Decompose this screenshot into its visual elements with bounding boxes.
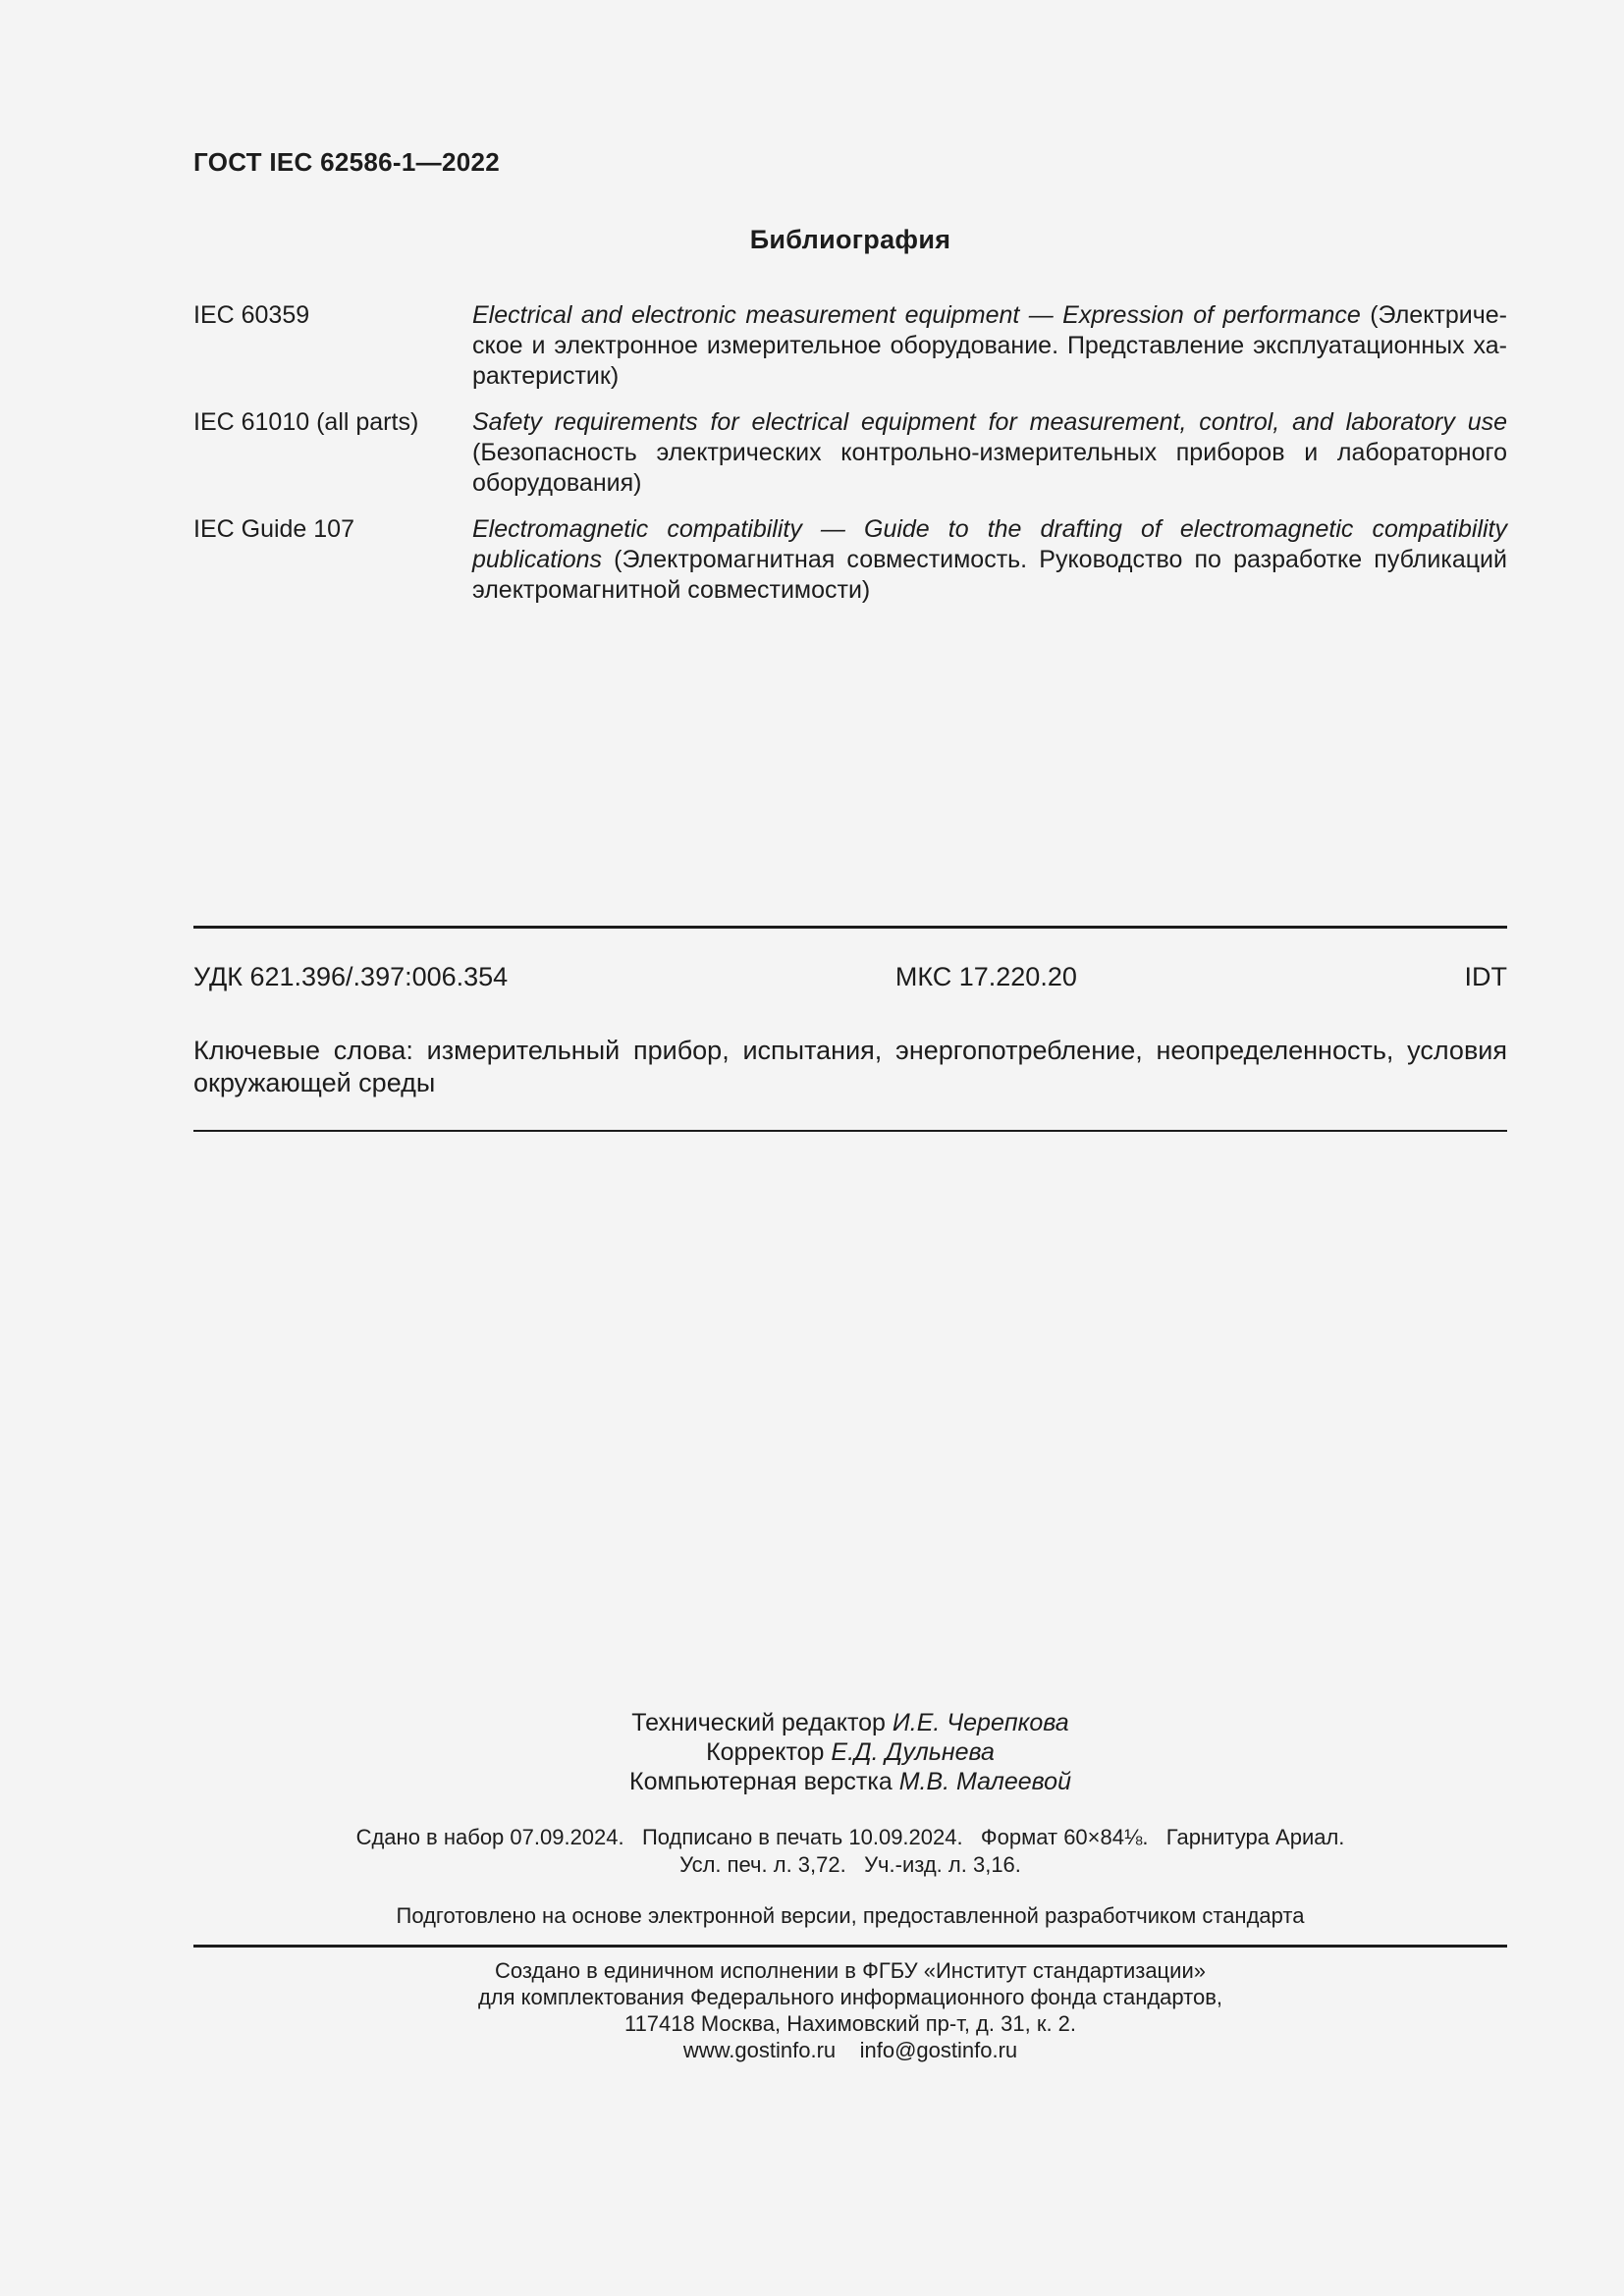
mks-code: МКС 17.220.20 [894,962,1077,991]
entry-title-en: Electrical and electronic measurement equipment — Expression of performance [472,301,1361,329]
publisher-line: Создано в единичном исполнении в ФГБУ «Институт стандартизации» [495,1958,1206,1983]
degree-of-correspondence: IDT [1464,962,1507,991]
credit-name: И.Е. Черепкова [892,1709,1069,1736]
credit-role: Компьютерная верстка [629,1768,899,1795]
standard-code: ГОСТ IEC 62586-1—2022 [193,147,500,177]
divider-top [193,926,1507,929]
prepared-note: Подготовлено на основе электронной версии, предоставленной разработчиком стандарта [396,1903,1305,1928]
credit-name: Е.Д. Дульнева [831,1738,995,1766]
entry-title-en: Electromagnetic compatibility — Guide to the drafting of electromagnetic compatibility publications [472,515,1507,573]
divider-bottom [193,1945,1507,1948]
entry-title-en: Safety requirements for electrical equipment for measurement, control, and laboratory use [472,408,1507,436]
entry-code: IEC 61010 (all parts) [193,408,419,436]
entry-description [472,407,1507,499]
publisher-contacts: www.gostinfo.ru info@gostinfo.ru [682,2038,1018,2062]
print-info-line: Сдано в набор 07.09.2024. Подписано в печать 10.09.2024. Формат 60×84⅛. Гарнитура Ариал. [355,1825,1345,1849]
keywords: Ключевые слова: измерительный прибор, испытания, энергопотребление, неопределенность, условия окружающей среды [193,1036,1507,1097]
entry-title-ru: (Электромагнитная совместимость. Руководство по разработке публикаций электромагнитной совместимости) [472,546,1507,604]
print-info-line: Усл. печ. л. 3,72. Уч.-изд. л. 3,16. [679,1852,1021,1877]
print-info [193,1824,1507,1879]
bibliography-title: Библиография [749,225,951,254]
divider-keywords [193,1130,1507,1132]
credit-line [193,1737,1507,1767]
bibliography-list [193,300,1507,621]
credit-role: Корректор [706,1738,832,1766]
publisher-line: 117418 Москва, Нахимовский пр-т, д. 31, к. 2. [623,2011,1077,2036]
publisher-line: для комплектования Федерального информационного фонда стандартов, [477,1985,1223,2009]
bibliography-entry [193,407,1507,499]
credits [193,1708,1507,1796]
credit-role: Технический редактор [631,1709,893,1736]
entry-description [472,300,1507,392]
publisher-info [193,1957,1507,2063]
entry-code: IEC 60359 [193,301,310,329]
entry-title-ru: (Безопасность электрических контрольно-измерительных приборов и лабораторного оборудования) [472,439,1507,497]
udk-code: УДК 621.396/.397:006.354 [193,962,509,991]
entry-description [472,514,1507,606]
credit-line [193,1767,1507,1796]
bibliography-entry [193,300,1507,392]
entry-title-ru: (Электрическое и электронное измерительное оборудование. Представление эксплуатационных характеристик) [472,301,1507,390]
credit-line [193,1708,1507,1737]
entry-code: IEC Guide 107 [193,515,354,543]
credit-name: М.В. Малеевой [898,1768,1071,1795]
classification-row [193,962,1507,992]
bibliography-entry [193,514,1507,606]
